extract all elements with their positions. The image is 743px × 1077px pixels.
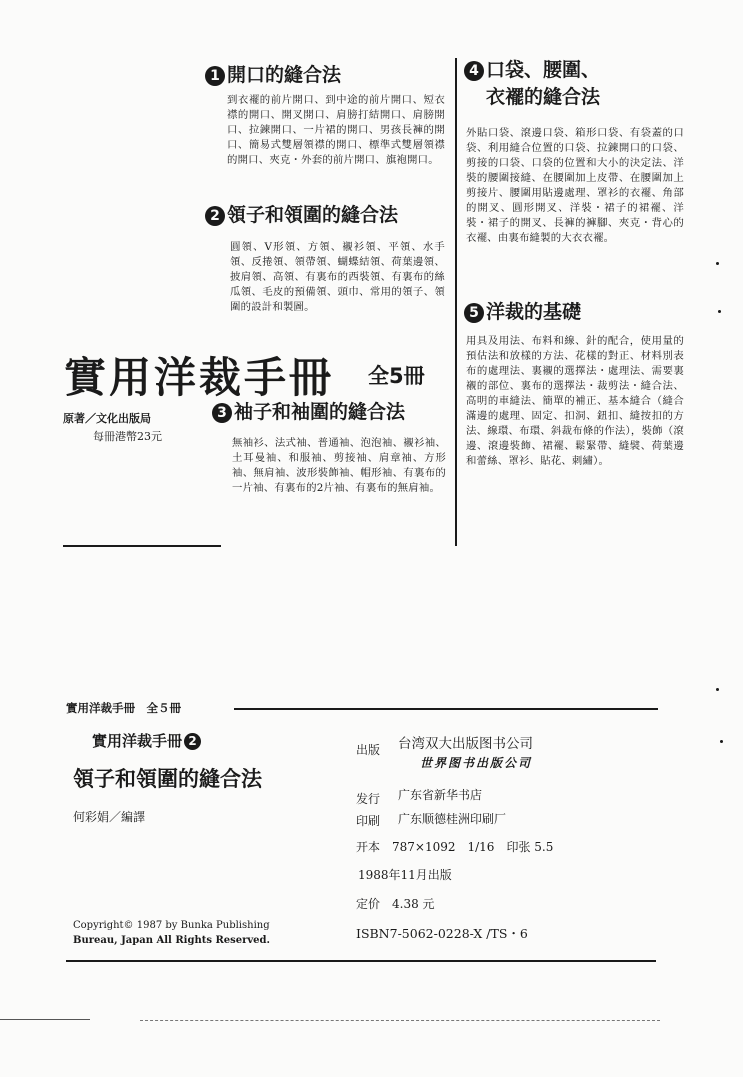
section-2-title: 領子和領圍的縫合法 <box>227 204 399 226</box>
copyright-line-2: Bureau, Japan All Rights Reserved. <box>73 935 271 946</box>
column-divider <box>455 58 457 546</box>
section-5-heading <box>464 300 581 324</box>
section-2-heading <box>205 203 398 227</box>
volume-heading <box>92 730 203 751</box>
format-line: 开本 787×1092 1/16 印张 5.5 <box>356 840 554 854</box>
section-5-text: 用具及用法、布料和線、針的配合，使用量的預估法和放樣的方法、花樣的對正、材料別表布的處理法、裏襯的選擇法・處理法、需要裏襯的部位、裏布的選擇法・裁剪法・縫合法、高明的車縫法、簡單的補正、基本縫合（縫合滿邊的處理、固定、扣洞、鈕扣、縫按扣的方法、線環、布環、斜裁布條的作法），裝飾（滾邊、滾邊裝飾、裙襬、鬆緊帶、縫襞、荷葉邊和蕾絲、罩衫、貼花、刺繡）。 <box>466 335 684 467</box>
speck <box>716 262 719 265</box>
isbn: ISBN7-5062-0228-X /TS・6 <box>356 926 528 941</box>
distribute-label: 发行 <box>356 792 381 806</box>
volume-number: 2 <box>184 733 201 750</box>
copyright-line-1: Copyright© 1987 by Bunka Publishing <box>73 920 270 931</box>
copyright-bottom-rule <box>66 960 656 962</box>
left-rule <box>63 545 221 547</box>
print-row <box>356 810 506 827</box>
section-3-title: 袖子和袖圍的縫合法 <box>234 401 406 423</box>
section-5-number: 5 <box>464 303 484 323</box>
publisher-1: 台湾双大出版图书公司 <box>398 736 533 752</box>
section-4-heading <box>464 58 600 82</box>
section-3-text: 無袖衫、法式袖、普通袖、泡泡袖、襯衫袖、土耳曼袖、和服袖、剪接袖、肩章袖、方形袖、無肩袖、波形裝飾袖、帽形袖、有裏布的一片袖、有裏布的2片袖、有裏布的無肩袖。 <box>232 437 446 494</box>
scan-rule-left <box>0 1019 90 1020</box>
speck <box>718 310 721 313</box>
series-author: 原著／文化出版局 <box>63 412 151 425</box>
copyright-notice <box>73 918 270 948</box>
section-5-title: 洋裁的基礎 <box>486 301 582 323</box>
section-1-number: 1 <box>205 66 225 86</box>
section-3-number: 3 <box>212 403 232 423</box>
publish-row <box>356 732 533 757</box>
copyright-top-rule <box>234 708 658 710</box>
series-title: 實用洋裁手冊 <box>64 353 335 402</box>
section-4-title-line2: 衣襬的縫合法 <box>486 86 601 108</box>
copyright-series-line: 實用洋裁手冊 全５冊 <box>66 701 181 715</box>
section-1-title: 開口的縫合法 <box>227 64 342 86</box>
distributor: 广东省新华书店 <box>398 788 483 802</box>
printer: 广东顺德桂洲印刷厂 <box>398 812 507 826</box>
series-volumes: 全5冊 <box>368 364 425 388</box>
volume-label: 實用洋裁手冊 <box>92 732 183 750</box>
section-1-text: 到衣襬的前片開口、到中途的前片開口、短衣襟的開口、開叉開口、肩膀打結開口、肩膀開口、拉鍊開口、一片裙的開口、男孩長褲的開口、簡易式雙層領襟的開口、標準式雙層領襟的開口、夾克・外套的前片開口、旗袍開口。 <box>227 94 445 166</box>
publish-date: 1988年11月出版 <box>358 868 452 882</box>
distribute-row <box>356 786 483 806</box>
section-2-number: 2 <box>205 206 225 226</box>
section-2-text: 圓領、V形領、方領、襯衫領、平領、水手領、反捲領、領帶領、蝴蝶結領、荷葉邊領、披肩領、高領、有裏布的西裝領、有裏布的絲瓜領、毛皮的預備領、頭巾、常用的領子、領圍的設計和製圖。 <box>230 241 445 313</box>
series-price: 每冊港幣23元 <box>93 430 162 443</box>
print-label: 印刷 <box>356 814 381 828</box>
speck <box>720 740 723 743</box>
publisher-2: 世界图书出版公司 <box>420 756 533 770</box>
book-title: 領子和領圍的縫合法 <box>73 767 262 791</box>
section-1-heading <box>205 63 341 87</box>
section-4-number: 4 <box>464 61 484 81</box>
section-4-title-line1: 口袋、腰圍、 <box>486 59 601 81</box>
book-price: 定价 4.38 元 <box>356 897 435 911</box>
section-4-text: 外貼口袋、滾邊口袋、箱形口袋、有袋蓋的口袋、利用縫合位置的口袋、拉鍊開口的口袋、剪接的口袋、口袋的位置和大小的決定法、洋裝的腰圍接縫、在腰圍加上皮帶、在腰圍加上剪接片、腰圍用貼邊處理、罩衫的衣襬、角部的開叉、圓形開叉、洋裝・裙子的裙襬、洋裝・裙子的開叉、長褲的褲腳、夾克・背心的衣襬、由裏布縫製的大衣衣襬。 <box>466 127 684 244</box>
translator: 何彩娟／編譯 <box>73 810 146 824</box>
speck <box>716 688 719 691</box>
publish-label: 出版 <box>356 743 381 757</box>
section-3-heading <box>212 400 405 424</box>
scan-rule-right <box>140 1020 660 1021</box>
